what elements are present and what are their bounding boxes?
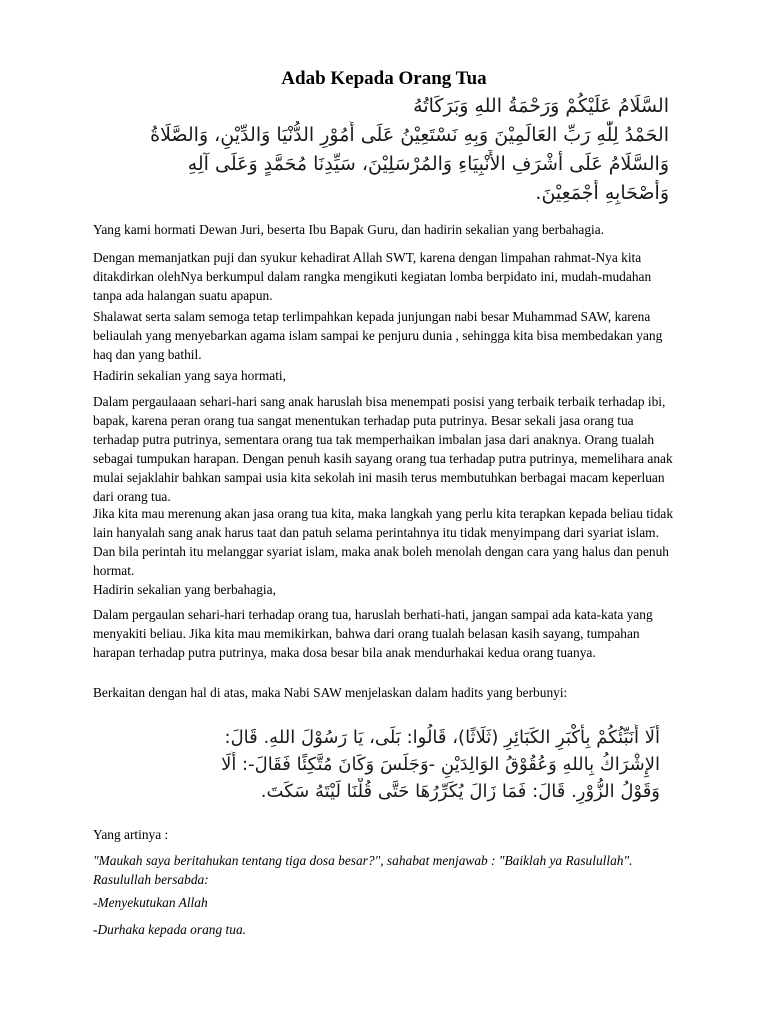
paragraph-greeting: Yang kami hormati Dewan Juri, beserta Ibu Bapak Guru, dan hadirin sekalian yang berbahagia.	[93, 222, 605, 237]
translation-quote: "Maukah saya beritahukan tentang tiga dosa besar?", sahabat menjawab : "Baiklah ya Rasulullah". Rasulullah bersabda:	[93, 853, 633, 887]
paragraph-shalawat: Shalawat serta salam semoga tetap terlimpahkan kepada junjungan nabi besar Muhammad SAW, karena beliaulah yang menyebarkan agama islam sampai ke penjuru dunia , sehingga kita bisa membedakan yang haq dan yang bathil.	[93, 309, 663, 362]
document-title: Adab Kepada Orang Tua	[281, 68, 487, 89]
arabic-hadith	[140, 724, 660, 805]
paragraph-careful-words: Dalam pergaulan sehari-hari terhadap orang tua, haruslah berhati-hati, jangan sampai ada kata-kata yang menyakiti beliau. Jika kita mau memikirkan, bahwa dari orang tualah belasan kasih sayang, tumpahan harapan terhadap putra putrinya, maka dosa besar bila anak mendurhakai kedua orang tuanya.	[93, 607, 653, 660]
translation-label: Yang artinya :	[93, 827, 169, 842]
paragraph-obedience: Jika kita mau merenung akan jasa orang tua kita, maka langkah yang perlu kita terapkan kepada beliau tidak lain hanyalah sang anak harus taat dan patuh selama perintahnya itu tidak menyimpang dari syariat islam. Dan bila perintah itu melanggar syariat islam, maka anak boleh menolah dengan cara yang halus dan penuh hormat.	[93, 506, 674, 578]
translation-item: -Menyekutukan Allah	[93, 895, 208, 910]
arabic-hadith-line: وَقَوْلُ الزُّوْرِ. قَالَ: فَمَا زَالَ يُكَرِّرُهَا حَتَّى قُلْنَا لَيْتَهُ سَكَتَ.	[260, 781, 660, 802]
paragraph-gratitude: Dengan memanjatkan puji dan syukur kehadirat Allah SWT, karena dengan limpahan rahmat-Nya kita ditakdirkan olehNya berkumpul dalam rangka mengikuti kegiatan lomba berpidato ini, mudah-mudahan tanpa ada halangan suatu apapun.	[93, 250, 652, 303]
arabic-opening-line: السَّلَامُ عَلَيْكُمْ وَرَحْمَةُ اللهِ وَبَرَكَاتُهُ	[413, 95, 669, 117]
arabic-opening-line: وَأَصْحَابِهِ أَجْمَعِيْنَ.	[535, 182, 669, 204]
arabic-opening-greeting	[124, 92, 669, 208]
paragraph-parents-role: Dalam pergaulaaan sehari-hari sang anak haruslah bisa menempati posisi yang terbaik terbaik terhadap ibi, bapak, karena peran orang tua sangat menentukan terhadap puta putrinya. Besar sekali jasa orang tua terhadap putra putrinya, sementara orang tua tak memperhaikan imbalan jasa dari anaknya. Orang tualah sebagai tumpukan harapan. Dengan penuh kasih sayang orang tua terhadap putra putrinya, memelihara anak mulai sejaklahir bahkan sampai usia kita sekolah ini masih terus membutuhkan berbagai macam keperluan dari orang tua.	[93, 394, 673, 504]
paragraph-address-honored: Hadirin sekalian yang saya hormati,	[93, 368, 286, 383]
translation-item: -Durhaka kepada orang tua.	[93, 922, 246, 937]
paragraph-hadith-intro: Berkaitan dengan hal di atas, maka Nabi SAW menjelaskan dalam hadits yang berbunyi:	[93, 685, 568, 700]
paragraph-address-blessed: Hadirin sekalian yang berbahagia,	[93, 582, 276, 597]
arabic-hadith-line: أَلَا أُنَبِّئُكُمْ بِأَكْبَرِ الكَبَائِرِ (ثَلَاثًا)، قَالُوا: بَلَى، يَا رَسُوْلَ اللهِ. قَالَ:	[224, 727, 660, 748]
arabic-hadith-line: الإِشْرَاكُ بِاللهِ وَعُقُوْقُ الوَالِدَيْنِ -وَجَلَسَ وَكَانَ مُتَّكِئًا فَقَالَ-: أَلَا	[221, 754, 660, 775]
arabic-opening-line: وَالسَّلَامُ عَلَى أَشْرَفِ الأَنْبِيَاءِ وَالمُرْسَلِيْنَ، سَيِّدِنَا مُحَمَّدٍ وَعَلَى آلِهِ	[187, 153, 669, 175]
arabic-opening-line: الحَمْدُ لِلّٰهِ رَبِّ العَالَمِيْنَ وَبِهِ نَسْتَعِيْنُ عَلَى أُمُوْرِ الدُّنْيَا وَالدِّيْنِ، وَالصَّلَاةُ	[150, 124, 669, 146]
